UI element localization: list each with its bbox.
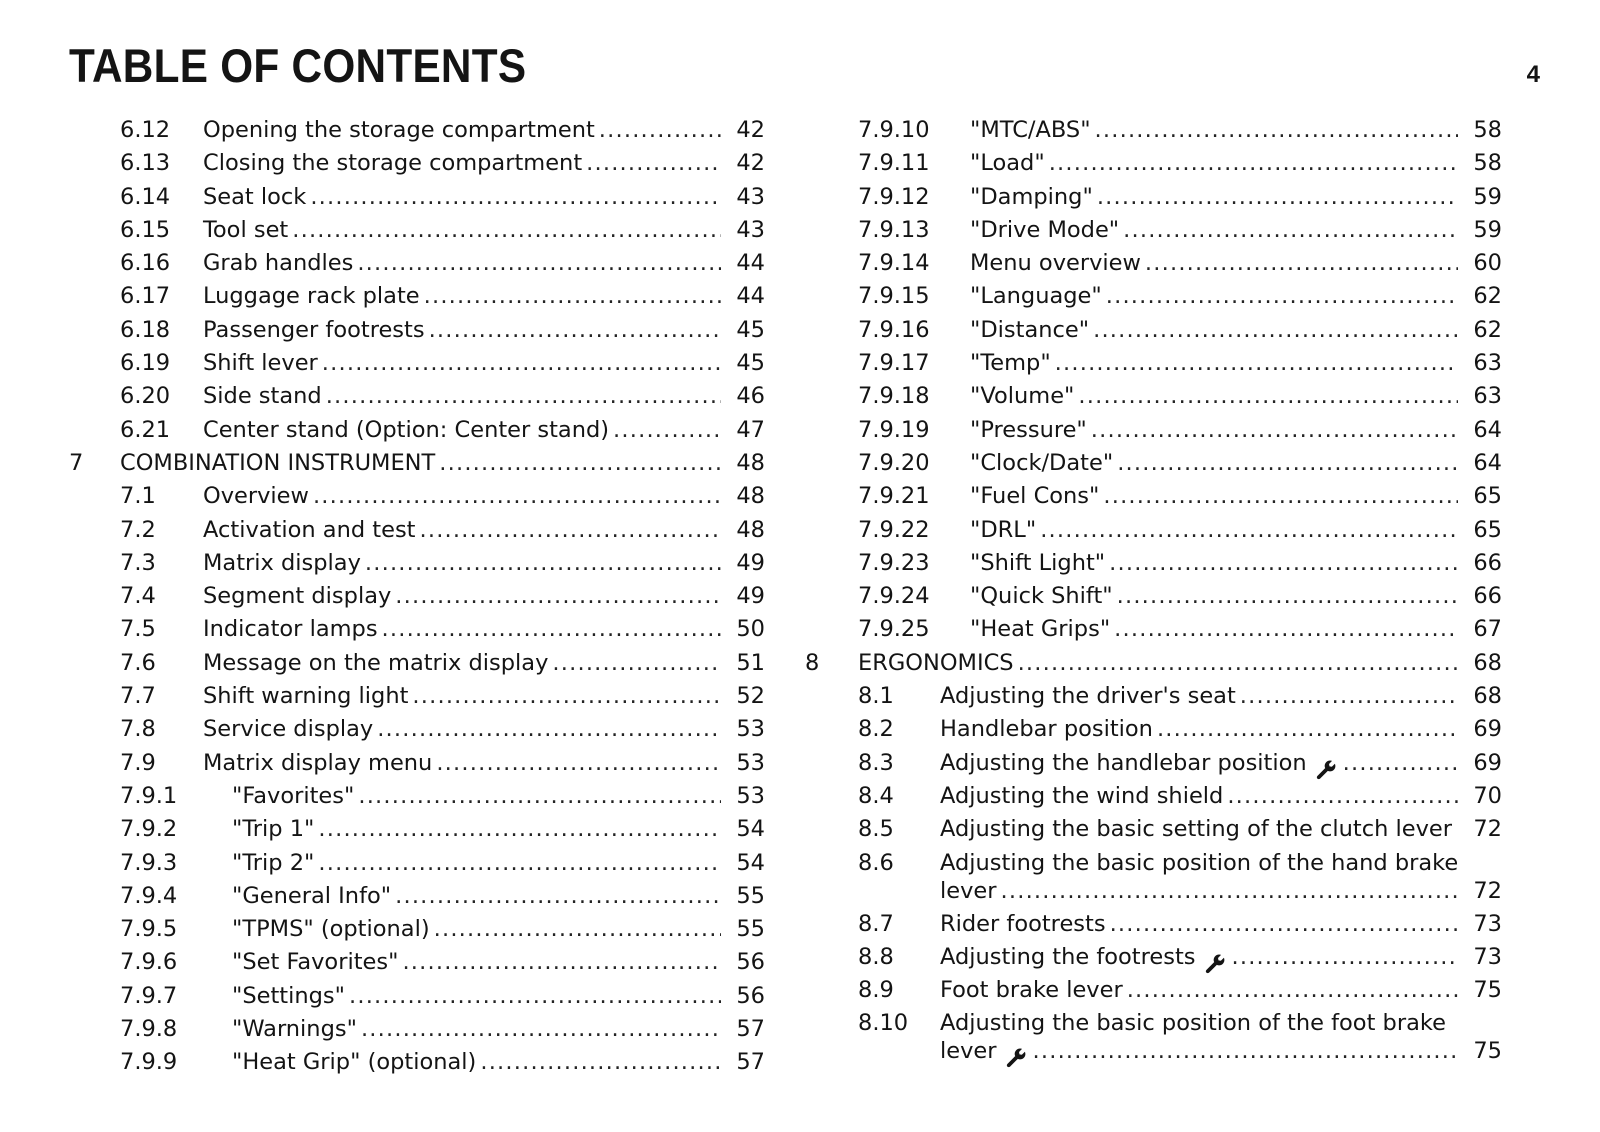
toc-entry[interactable] (830, 813, 1600, 846)
toc-entry-number: 8.5 (858, 816, 894, 843)
toc-entry-label: Adjusting the wind shield (940, 782, 1224, 809)
toc-entry[interactable] (830, 314, 1600, 347)
toc-entry-number: 7.9.10 (858, 117, 930, 143)
toc-entry-page: 63 (1473, 350, 1502, 377)
toc-entry-label: Foot brake lever (940, 977, 1123, 1004)
dot-leader (318, 813, 721, 846)
toc-entry-label: "General Info" (232, 882, 392, 909)
toc-entry-page: 55 (736, 882, 765, 909)
toc-entry-page: 48 (736, 449, 765, 476)
toc-entry-number: 7.9.4 (120, 882, 178, 909)
toc-entry[interactable] (830, 974, 1600, 1007)
dot-leader (1117, 447, 1458, 480)
dot-leader (424, 280, 721, 313)
toc-entry-number: 7.8 (120, 716, 156, 743)
toc-entry-label: "Favorites" (232, 782, 355, 809)
dot-leader (436, 747, 721, 780)
toc-entry-page: 43 (736, 183, 765, 210)
toc-entry-label: Adjusting the basic position of the foot brake (940, 1010, 1446, 1037)
dot-leader (1001, 875, 1458, 908)
toc-entry-number: 8.9 (858, 977, 894, 1004)
toc-entry-number: 7.9.16 (858, 316, 930, 343)
toc-entry[interactable] (830, 247, 1600, 280)
toc-entry-page: 65 (1473, 483, 1502, 510)
toc-entry[interactable] (830, 447, 1600, 480)
dot-leader (1123, 214, 1458, 247)
toc-entry-page: 46 (736, 383, 765, 410)
dot-leader (382, 613, 721, 646)
toc-entry-page: 72 (1473, 877, 1502, 904)
dot-leader (1145, 247, 1458, 280)
toc-entry-label: "Fuel Cons" (970, 483, 1100, 510)
toc-entry-page: 42 (736, 150, 765, 177)
toc-entry[interactable] (0, 514, 790, 547)
dot-leader (357, 247, 721, 280)
toc-entry-page: 58 (1473, 150, 1502, 177)
toc-entry-label: "Trip 1" (232, 816, 315, 843)
dot-leader (326, 380, 721, 413)
toc-entry-page: 70 (1473, 782, 1502, 809)
toc-entry-number: 6.15 (120, 216, 171, 243)
toc-entry-page: 42 (736, 117, 765, 143)
dot-leader (1240, 680, 1458, 713)
toc-entry-number: 7.9.1 (120, 782, 178, 809)
toc-entry-page: 47 (736, 416, 765, 443)
toc-entry-label: "Heat Grips" (970, 616, 1111, 643)
dot-leader (1232, 941, 1459, 974)
toc-entry-page: 49 (736, 549, 765, 576)
dot-leader (613, 414, 721, 447)
toc-entry-number: 6.14 (120, 183, 171, 210)
dot-leader (1095, 114, 1458, 147)
toc-entry-label: Side stand (203, 383, 322, 410)
toc-entry-page: 56 (736, 982, 765, 1009)
toc-entry-page: 66 (1473, 583, 1502, 610)
toc-entry-number: 7.9.9 (120, 1049, 178, 1076)
toc-entry[interactable] (0, 980, 790, 1013)
toc-entry-label: Grab handles (203, 250, 354, 277)
wrench-icon (1005, 1046, 1027, 1068)
toc-entry[interactable] (0, 813, 790, 846)
toc-entry-label: "Pressure" (970, 416, 1087, 443)
toc-entry-label: Segment display (203, 583, 392, 610)
toc-entry[interactable] (0, 946, 790, 979)
toc-entry-number: 6.17 (120, 283, 171, 310)
toc-entry-number: 6.16 (120, 250, 171, 277)
dot-leader (480, 1046, 721, 1079)
toc-entry-number: 8.7 (858, 910, 894, 937)
toc-entry-page: 65 (1473, 516, 1502, 543)
dot-leader (1157, 713, 1458, 746)
toc-entry-label: Passenger footrests (203, 316, 425, 343)
toc-entry-page: 68 (1473, 649, 1502, 676)
toc-entry-number: 7.1 (120, 483, 156, 510)
dot-leader (1078, 380, 1458, 413)
dot-leader (1055, 347, 1458, 380)
toc-entry[interactable] (0, 780, 790, 813)
toc-entry-page: 54 (736, 849, 765, 876)
toc-entry-label: Rider footrests (940, 910, 1106, 937)
toc-entry-label: "Load" (970, 150, 1045, 177)
toc-entry-label: Adjusting the footrests (940, 943, 1196, 970)
toc-entry[interactable] (830, 514, 1600, 547)
toc-entry-label: "Distance" (970, 316, 1090, 343)
toc-entry-label: Adjusting the basic setting of the clutch lever (940, 816, 1452, 843)
toc-entry[interactable] (0, 680, 790, 713)
toc-entry-label: Tool set (203, 216, 289, 243)
dot-leader (1033, 1035, 1458, 1068)
toc-entry-page: 53 (736, 782, 765, 809)
toc-entry-number: 7.9.23 (858, 549, 930, 576)
toc-entry-label: "Damping" (970, 183, 1093, 210)
toc-entry-page: 45 (736, 316, 765, 343)
dot-leader (1343, 747, 1458, 780)
toc-entry-number: 8.6 (858, 849, 894, 876)
wrench-icon (1315, 758, 1337, 780)
toc-entry-page: 66 (1473, 549, 1502, 576)
toc-entry-label: Seat lock (203, 183, 307, 210)
dot-leader (1127, 974, 1458, 1007)
toc-entry-page: 56 (736, 949, 765, 976)
toc-entry-number: 6.18 (120, 316, 171, 343)
dot-leader (395, 880, 721, 913)
toc-entry-number: 6.19 (120, 350, 171, 377)
toc-entry[interactable] (0, 913, 790, 946)
toc-entry-label: Message on the matrix display (203, 649, 549, 676)
toc-entry-page: 62 (1473, 283, 1502, 310)
dot-leader (402, 946, 721, 979)
toc-entry-label: Menu overview (970, 250, 1141, 277)
toc-entry-number: 7.3 (120, 549, 156, 576)
toc-entry-number: 7.7 (120, 683, 156, 710)
toc-entry-number: 7.4 (120, 583, 156, 610)
toc-entry-label: Indicator lamps (203, 616, 378, 643)
dot-leader (1040, 514, 1458, 547)
toc-entry-page: 75 (1473, 977, 1502, 1004)
toc-entry[interactable] (830, 680, 1600, 713)
toc-entry[interactable] (830, 747, 1600, 780)
toc-entry[interactable] (830, 147, 1600, 180)
toc-entry-label: Handlebar position (940, 716, 1153, 743)
toc-entry-page: 59 (1473, 216, 1502, 243)
dot-leader (1109, 547, 1458, 580)
dot-leader (313, 480, 721, 513)
toc-entry-number: 6.21 (120, 416, 171, 443)
toc-entry-page: 73 (1473, 943, 1502, 970)
toc-entry-label: "TPMS" (optional) (232, 916, 430, 943)
toc-entry[interactable] (0, 547, 790, 580)
toc-entry-number: 7.9.15 (858, 283, 930, 310)
toc-entry[interactable] (830, 114, 1600, 147)
toc-entry-number: 7.9.6 (120, 949, 178, 976)
dot-leader (292, 214, 721, 247)
toc-column-right (805, 114, 1600, 1068)
dot-leader (318, 847, 721, 880)
toc-entry-label: "Set Favorites" (232, 949, 399, 976)
toc-entry[interactable] (0, 847, 790, 880)
toc-entry[interactable] (0, 580, 790, 613)
dot-leader (434, 913, 721, 946)
toc-entry-page: 55 (736, 916, 765, 943)
dot-leader (420, 514, 722, 547)
toc-entry[interactable] (830, 214, 1600, 247)
toc-entry[interactable] (830, 908, 1600, 941)
toc-entry-label: Adjusting the handlebar position (940, 749, 1307, 776)
toc-entry[interactable] (830, 280, 1600, 313)
toc-entry[interactable] (830, 847, 1600, 908)
toc-entry-number: 8.4 (858, 782, 894, 809)
toc-entry[interactable] (830, 580, 1600, 613)
toc-entry-page: 72 (1473, 816, 1502, 843)
dot-leader (365, 547, 721, 580)
toc-entry[interactable] (830, 780, 1600, 813)
toc-entry-label: Shift warning light (203, 683, 409, 710)
toc-entry-number: 7.9.7 (120, 982, 178, 1009)
toc-entry-label: Adjusting the basic position of the hand brake (940, 849, 1459, 876)
toc-entry-page: 44 (736, 283, 765, 310)
toc-entry-page: 63 (1473, 383, 1502, 410)
toc-entry-number: 8.3 (858, 749, 894, 776)
toc-entry-number: 7.9.21 (858, 483, 930, 510)
toc-entry[interactable] (830, 613, 1600, 646)
dot-leader (1091, 414, 1458, 447)
dot-leader (1117, 580, 1458, 613)
toc-entry-number: 7 (69, 449, 84, 476)
toc-entry[interactable] (0, 647, 790, 680)
toc-entry[interactable] (0, 713, 790, 746)
toc-entry[interactable] (0, 181, 790, 214)
toc-entry-label: "MTC/ABS" (970, 117, 1091, 143)
dot-leader (1093, 314, 1458, 347)
toc-entry-number: 7.9.5 (120, 916, 178, 943)
toc-entry[interactable] (830, 1007, 1600, 1068)
toc-entry-page: 52 (736, 683, 765, 710)
toc-entry-label: Matrix display menu (203, 749, 433, 776)
toc-entry-label: Overview (203, 483, 309, 510)
toc-entry[interactable] (0, 247, 790, 280)
toc-entry[interactable] (0, 747, 790, 780)
toc-entry-page: 51 (736, 649, 765, 676)
toc-entry-label: Closing the storage compartment (203, 150, 583, 177)
dot-leader (1049, 147, 1458, 180)
toc-entry-page: 67 (1473, 616, 1502, 643)
toc-entry[interactable] (0, 414, 790, 447)
toc-entry-number: 7.5 (120, 616, 156, 643)
toc-entry[interactable] (0, 280, 790, 313)
toc-entry-number: 8.8 (858, 943, 894, 970)
toc-entry-page: 69 (1473, 716, 1502, 743)
dot-leader (599, 114, 721, 147)
toc-entry[interactable] (0, 1013, 790, 1046)
toc-entry-page: 64 (1473, 449, 1502, 476)
toc-entry-number: 7.9.19 (858, 416, 930, 443)
toc-entry-label: Adjusting the driver's seat (940, 683, 1236, 710)
toc-entry-number: 8.1 (858, 683, 894, 710)
toc-entry-label: "Warnings" (232, 1016, 357, 1043)
toc-entry-label: "Drive Mode" (970, 216, 1120, 243)
toc-entry-number: 7.9.12 (858, 183, 930, 210)
toc-entry-number: 6.20 (120, 383, 171, 410)
dot-leader (349, 980, 721, 1013)
toc-entry-page: 53 (736, 716, 765, 743)
dot-leader (586, 147, 721, 180)
toc-entry-label: "Trip 2" (232, 849, 315, 876)
toc-entry-page: 68 (1473, 683, 1502, 710)
toc-entry-label: lever (940, 1038, 997, 1065)
toc-entry[interactable] (830, 347, 1600, 380)
toc-entry[interactable] (830, 181, 1600, 214)
toc-entry-page: 75 (1473, 1038, 1502, 1065)
toc-entry-number: 7.9.13 (858, 216, 930, 243)
toc-entry-page: 60 (1473, 250, 1502, 277)
toc-entry-number: 7.9.17 (858, 350, 930, 377)
toc-entry[interactable] (830, 713, 1600, 746)
toc-entry-label: "Clock/Date" (970, 449, 1114, 476)
toc-entry-label: "Settings" (232, 982, 345, 1009)
dot-leader (310, 181, 721, 214)
toc-entry-label: COMBINATION INSTRUMENT (120, 449, 436, 476)
toc-entry-page: 53 (736, 749, 765, 776)
toc-entry-number: 7.9.11 (858, 150, 930, 177)
toc-entry[interactable] (830, 414, 1600, 447)
page-number: 4 (1526, 61, 1540, 88)
dot-leader (439, 447, 721, 480)
toc-entry-number: 7.9.22 (858, 516, 930, 543)
toc-entry-page: 64 (1473, 416, 1502, 443)
dot-leader (1018, 647, 1458, 680)
toc-entry-page: 44 (736, 250, 765, 277)
toc-entry[interactable] (0, 347, 790, 380)
toc-entry-number: 6.13 (120, 150, 171, 177)
toc-entry-page: 73 (1473, 910, 1502, 937)
toc-entry-page: 54 (736, 816, 765, 843)
toc-entry-number: 8.10 (858, 1010, 909, 1037)
toc-entry[interactable] (0, 613, 790, 646)
toc-entry-page: 48 (736, 516, 765, 543)
toc-entry[interactable] (830, 480, 1600, 513)
toc-entry-label: Luggage rack plate (203, 283, 420, 310)
toc-column-left (0, 114, 790, 1080)
dot-leader (412, 680, 721, 713)
dot-leader (1097, 181, 1458, 214)
toc-entry-label: Service display (203, 716, 374, 743)
toc-entry-page: 58 (1473, 117, 1502, 143)
page-title: TABLE OF CONTENTS (69, 39, 527, 92)
toc-entry[interactable] (0, 214, 790, 247)
toc-entry-label: ERGONOMICS (858, 649, 1014, 676)
dot-leader (1103, 480, 1458, 513)
toc-entry-label: "Volume" (970, 383, 1075, 410)
dot-leader (1227, 780, 1458, 813)
toc-entry[interactable] (830, 547, 1600, 580)
toc-entry-page: 62 (1473, 316, 1502, 343)
toc-entry-label: "Quick Shift" (970, 583, 1113, 610)
toc-entry[interactable] (0, 314, 790, 347)
toc-entry-label: lever (940, 877, 997, 904)
toc-entry-number: 6.12 (120, 117, 171, 143)
toc-entry[interactable] (0, 147, 790, 180)
dot-leader (429, 314, 721, 347)
toc-entry-page: 57 (736, 1049, 765, 1076)
toc-entry-number: 7.9.3 (120, 849, 178, 876)
toc-entry-label: Activation and test (203, 516, 416, 543)
dot-leader (358, 780, 721, 813)
toc-entry-number: 7.6 (120, 649, 156, 676)
toc-entry-number: 7.9.24 (858, 583, 930, 610)
toc-entry-number: 7.9.2 (120, 816, 178, 843)
toc-entry-number: 7.2 (120, 516, 156, 543)
toc-entry-label: "DRL" (970, 516, 1037, 543)
toc-entry-label: "Temp" (970, 350, 1051, 377)
toc-entry-page: 57 (736, 1016, 765, 1043)
toc-entry-number: 7.9 (120, 749, 156, 776)
toc-entry-label: "Shift Light" (970, 549, 1106, 576)
toc-entry[interactable] (0, 380, 790, 413)
toc-entry-label: Matrix display (203, 549, 361, 576)
toc-entry-number: 8.2 (858, 716, 894, 743)
dot-leader (1106, 280, 1458, 313)
toc-entry-page: 50 (736, 616, 765, 643)
toc-entry-number: 7.9.20 (858, 449, 930, 476)
toc-entry-label: Center stand (Option: Center stand) (203, 416, 610, 443)
toc-entry-page: 48 (736, 483, 765, 510)
dot-leader (1110, 908, 1458, 941)
toc-entry-page: 45 (736, 350, 765, 377)
toc-entry[interactable] (805, 647, 1600, 680)
toc-entry-page: 49 (736, 583, 765, 610)
toc-entry-number: 7.9.14 (858, 250, 930, 277)
toc-entry-page: 59 (1473, 183, 1502, 210)
dot-leader (322, 347, 721, 380)
toc-entry-number: 8 (805, 649, 820, 676)
dot-leader (361, 1013, 721, 1046)
toc-entry-number: 7.9.18 (858, 383, 930, 410)
toc-entry[interactable] (830, 941, 1600, 974)
wrench-icon (1204, 952, 1226, 974)
dot-leader (377, 713, 721, 746)
toc-entry[interactable] (0, 880, 790, 913)
dot-leader (395, 580, 721, 613)
toc-entry-page: 43 (736, 216, 765, 243)
toc-entry-label: "Heat Grip" (optional) (232, 1049, 477, 1076)
dot-leader (552, 647, 721, 680)
dot-leader (1114, 613, 1458, 646)
toc-entry-number: 7.9.8 (120, 1016, 178, 1043)
toc-entry[interactable] (0, 480, 790, 513)
toc-entry-label: Opening the storage compartment (203, 117, 595, 143)
toc-entry[interactable] (0, 114, 790, 147)
toc-entry[interactable] (0, 1046, 790, 1079)
toc-entry-label: Shift lever (203, 350, 318, 377)
toc-entry-number: 7.9.25 (858, 616, 930, 643)
toc-entry-page: 69 (1473, 749, 1502, 776)
toc-entry[interactable] (0, 447, 790, 480)
toc-entry-label: "Language" (970, 283, 1102, 310)
toc-entry[interactable] (830, 380, 1600, 413)
